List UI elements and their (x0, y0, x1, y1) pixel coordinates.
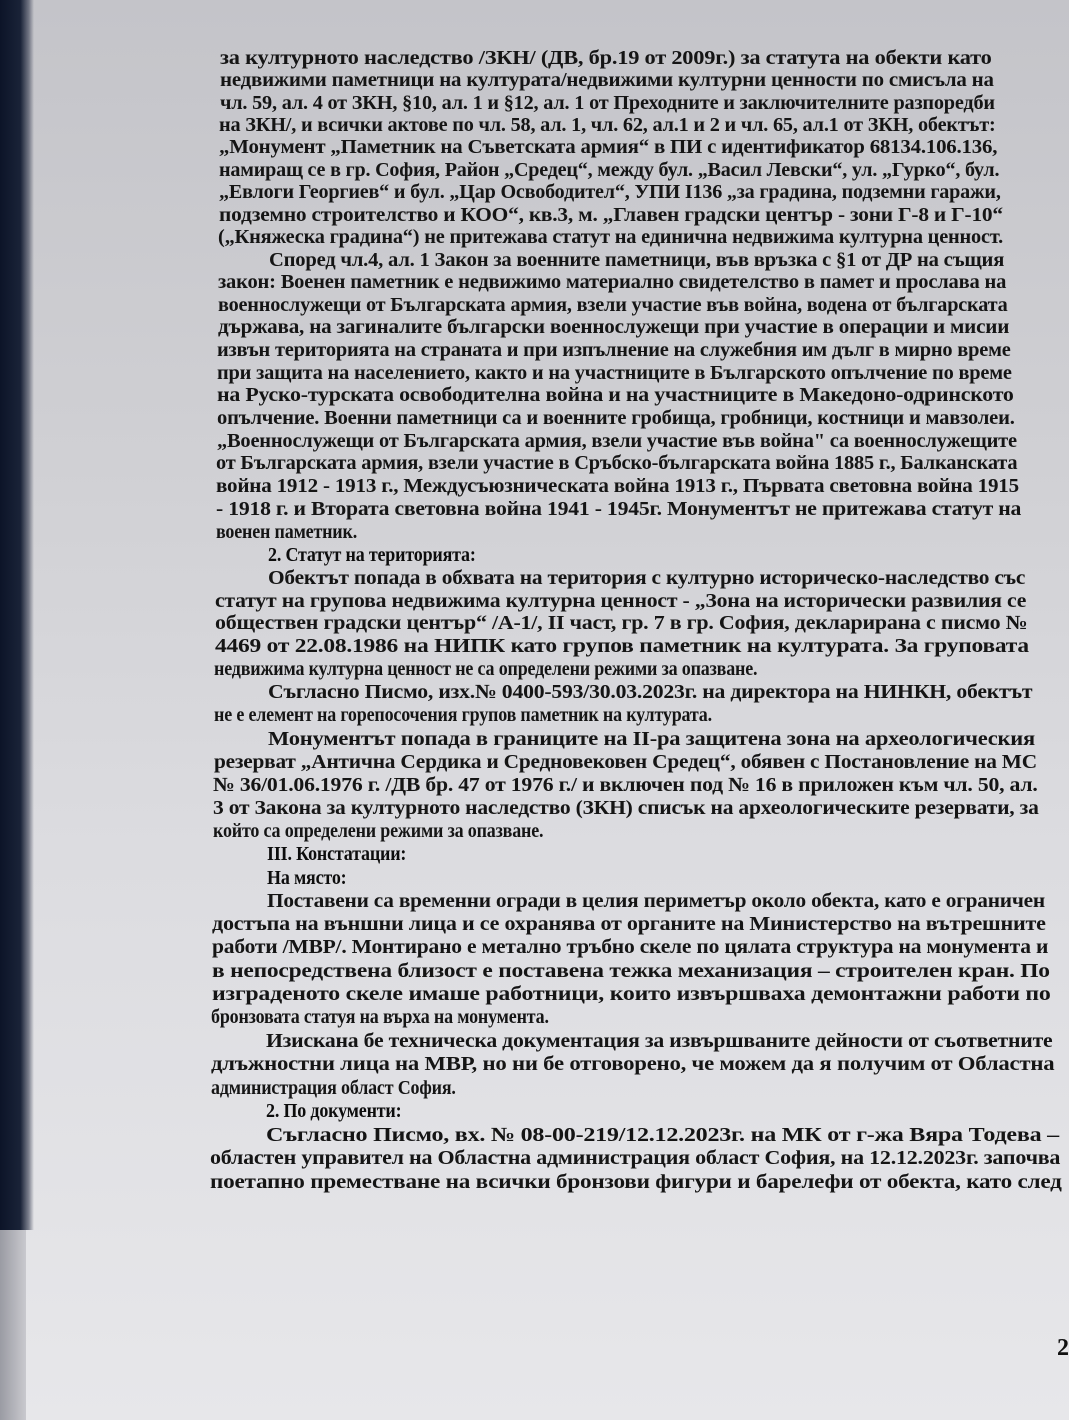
text-line: областен управител на Областна администрация област София, на 12.12.2023г. започва (210, 1147, 1061, 1170)
text-line: („Княжеска градина“) не притежава статут на единична недвижима културна ценност. (218, 226, 1004, 249)
text-line: „Военнослужещи от Българската армия, взели участие във война" са военнослужещите (216, 429, 1017, 452)
text-line: 3 от Закона за културното наследство (ЗКН) списък на археологическите резервати, за (213, 796, 1039, 819)
text-line: опълчение. Военни паметници са и военните гробища, гробници, костници и мавзолеи. (216, 406, 1015, 429)
text-line: който са определени режими за опазване. (213, 820, 544, 843)
text-line: Поставени са временни огради в целия периметър около обекта, като е ограничен (266, 889, 1045, 912)
text-line: 4469 от 22.08.1986 на НИПК като групов паметник на културата. За груповата (214, 635, 1029, 658)
section-heading: III. Констатации: (267, 843, 407, 866)
text-line: Съгласно Писмо, вх. № 08-00-219/12.12.2023г. на МК от г-жа Вяра Тодева – (266, 1123, 1060, 1146)
text-line: закон: Военен паметник е недвижимо материално свидетелство в памет и прослава на (217, 271, 1007, 294)
text-line: длъжностни лица на МВР, но ни бе отговорено, че можем да я получим от Областна (211, 1053, 1055, 1076)
section-heading: На място: (267, 866, 347, 889)
page-number: 2 (1057, 1335, 1069, 1361)
text-line: Според чл.4, ал. 1 Закон за военните паметници, във връзка с §1 от ДР на същия (269, 248, 1005, 271)
text-line: при защита на населението, както и на участниците в Българското опълчение по време (217, 361, 1012, 384)
text-line: обществен градски център“ /А-1/, II част, гр. 7 в гр. София, декларирана с писмо № (214, 612, 1028, 635)
text-line: - 1918 г. и Втората световна война 1941 - 1945г. Монументът не притежава статут на (215, 498, 1022, 521)
text-line: статут на групова недвижима културна ценност - „Зона на исторически развилия се (215, 589, 1027, 612)
text-line: Обектът попада в обхвата на територия с културно историческо-наследство със (268, 566, 1026, 589)
text-line: държава, на загиналите български военнослужещи при участие в операции и мисии (217, 316, 1009, 339)
text-line: администрация област София. (210, 1076, 456, 1099)
text-line: не е елемент на горепосочения групов паметник на културата. (214, 704, 712, 727)
text-line: чл. 59, ал. 4 от ЗКН, §10, ал. 1 и §12, ал. 1 от Преходните и заключителните разпоредби (219, 91, 995, 114)
text-line: на Руско-турската освободителна война и на участниците в Македоно-одринското (216, 384, 1014, 407)
text-line: военнослужещи от Българската армия, взели участие във война, водена от българската (217, 293, 1008, 316)
text-line: работи /МВР/. Монтирано е метално тръбно скеле по цялата структура на монумента и (212, 936, 1049, 959)
text-line: военен паметник. (215, 520, 357, 543)
text-line: недвижима културна ценност не са определени режими за опазване. (214, 658, 758, 681)
text-line: извън територията на страната и при изпълнение на служебния им дълг в мирно време (217, 338, 1011, 361)
text-line: на ЗКН/, и всички актове по чл. 58, ал. 1, чл. 62, ал.1 и 2 и чл. 65, ал.1 от ЗКН, обектът: (219, 113, 996, 136)
section-heading: 2. Статут на територията: (268, 543, 476, 566)
text-line: достъпа на външни лица и се охранява от органите на Министерство на вътрешните (212, 913, 1046, 936)
text-line: Изискана бе техническа документация за извършваните дейности от съответните (266, 1029, 1053, 1052)
text-line: подземно строителство и КОО“, кв.3, м. „Главен градски център - зони Г-8 и Г-10“ (218, 203, 1003, 226)
text-line: Монументът попада в границите на II-ра защитена зона на археологическия (267, 727, 1035, 750)
text-line: „Евлоги Георгиев“ и бул. „Цар Освободител“, УПИ I136 „за градина, подземни гаражи, (218, 181, 1001, 204)
text-line: бронзовата статуя на върха на монумента. (211, 1006, 550, 1029)
text-line: Съгласно Писмо, изх.№ 0400-593/30.03.2023г. на директора на НИНКН, обектът (267, 681, 1033, 704)
text-line: „Монумент „Паметник на Съветската армия“ в ПИ с идентификатор 68134.106.136, (219, 136, 998, 159)
section-heading: 2. По документи: (266, 1100, 402, 1123)
text-line: поетапно преместване на всички бронзови фигури и барелефи от обекта, като след (210, 1170, 1062, 1193)
text-line: № 36/01.06.1976 г. /ДВ бр. 47 от 1976 г./ и включен под № 16 в приложен към чл. 50, ал. (213, 773, 1039, 796)
text-line: резерват „Антична Сердика и Средновековен Средец“, обявен с Постановление на МС (213, 750, 1037, 773)
text-line: за културното наследство /ЗКН/ (ДВ, бр.19 от 2009г.) за статута на обекти като (220, 47, 992, 69)
text-line: намиращ се в гр. София, Район „Средец“, между бул. „Васил Левски“, ул. „Гурко“, бул. (218, 158, 1000, 181)
text-line: недвижими паметници на културата/недвижими културни ценности по смисъла на (219, 69, 994, 92)
text-line: в непосредствена близост е поставена тежка механизация – строителен кран. По (211, 959, 1050, 982)
text-line: от Българската армия, взели участие в Сръбско-българската война 1885 г., Балканската (216, 452, 1018, 475)
text-line: изграденото скеле имаше работници, които извършваха демонтажни работи по (211, 983, 1051, 1006)
text-line: война 1912 - 1913 г., Междусъюзническата война 1913 г., Първата световна война 1915 (216, 475, 1020, 498)
